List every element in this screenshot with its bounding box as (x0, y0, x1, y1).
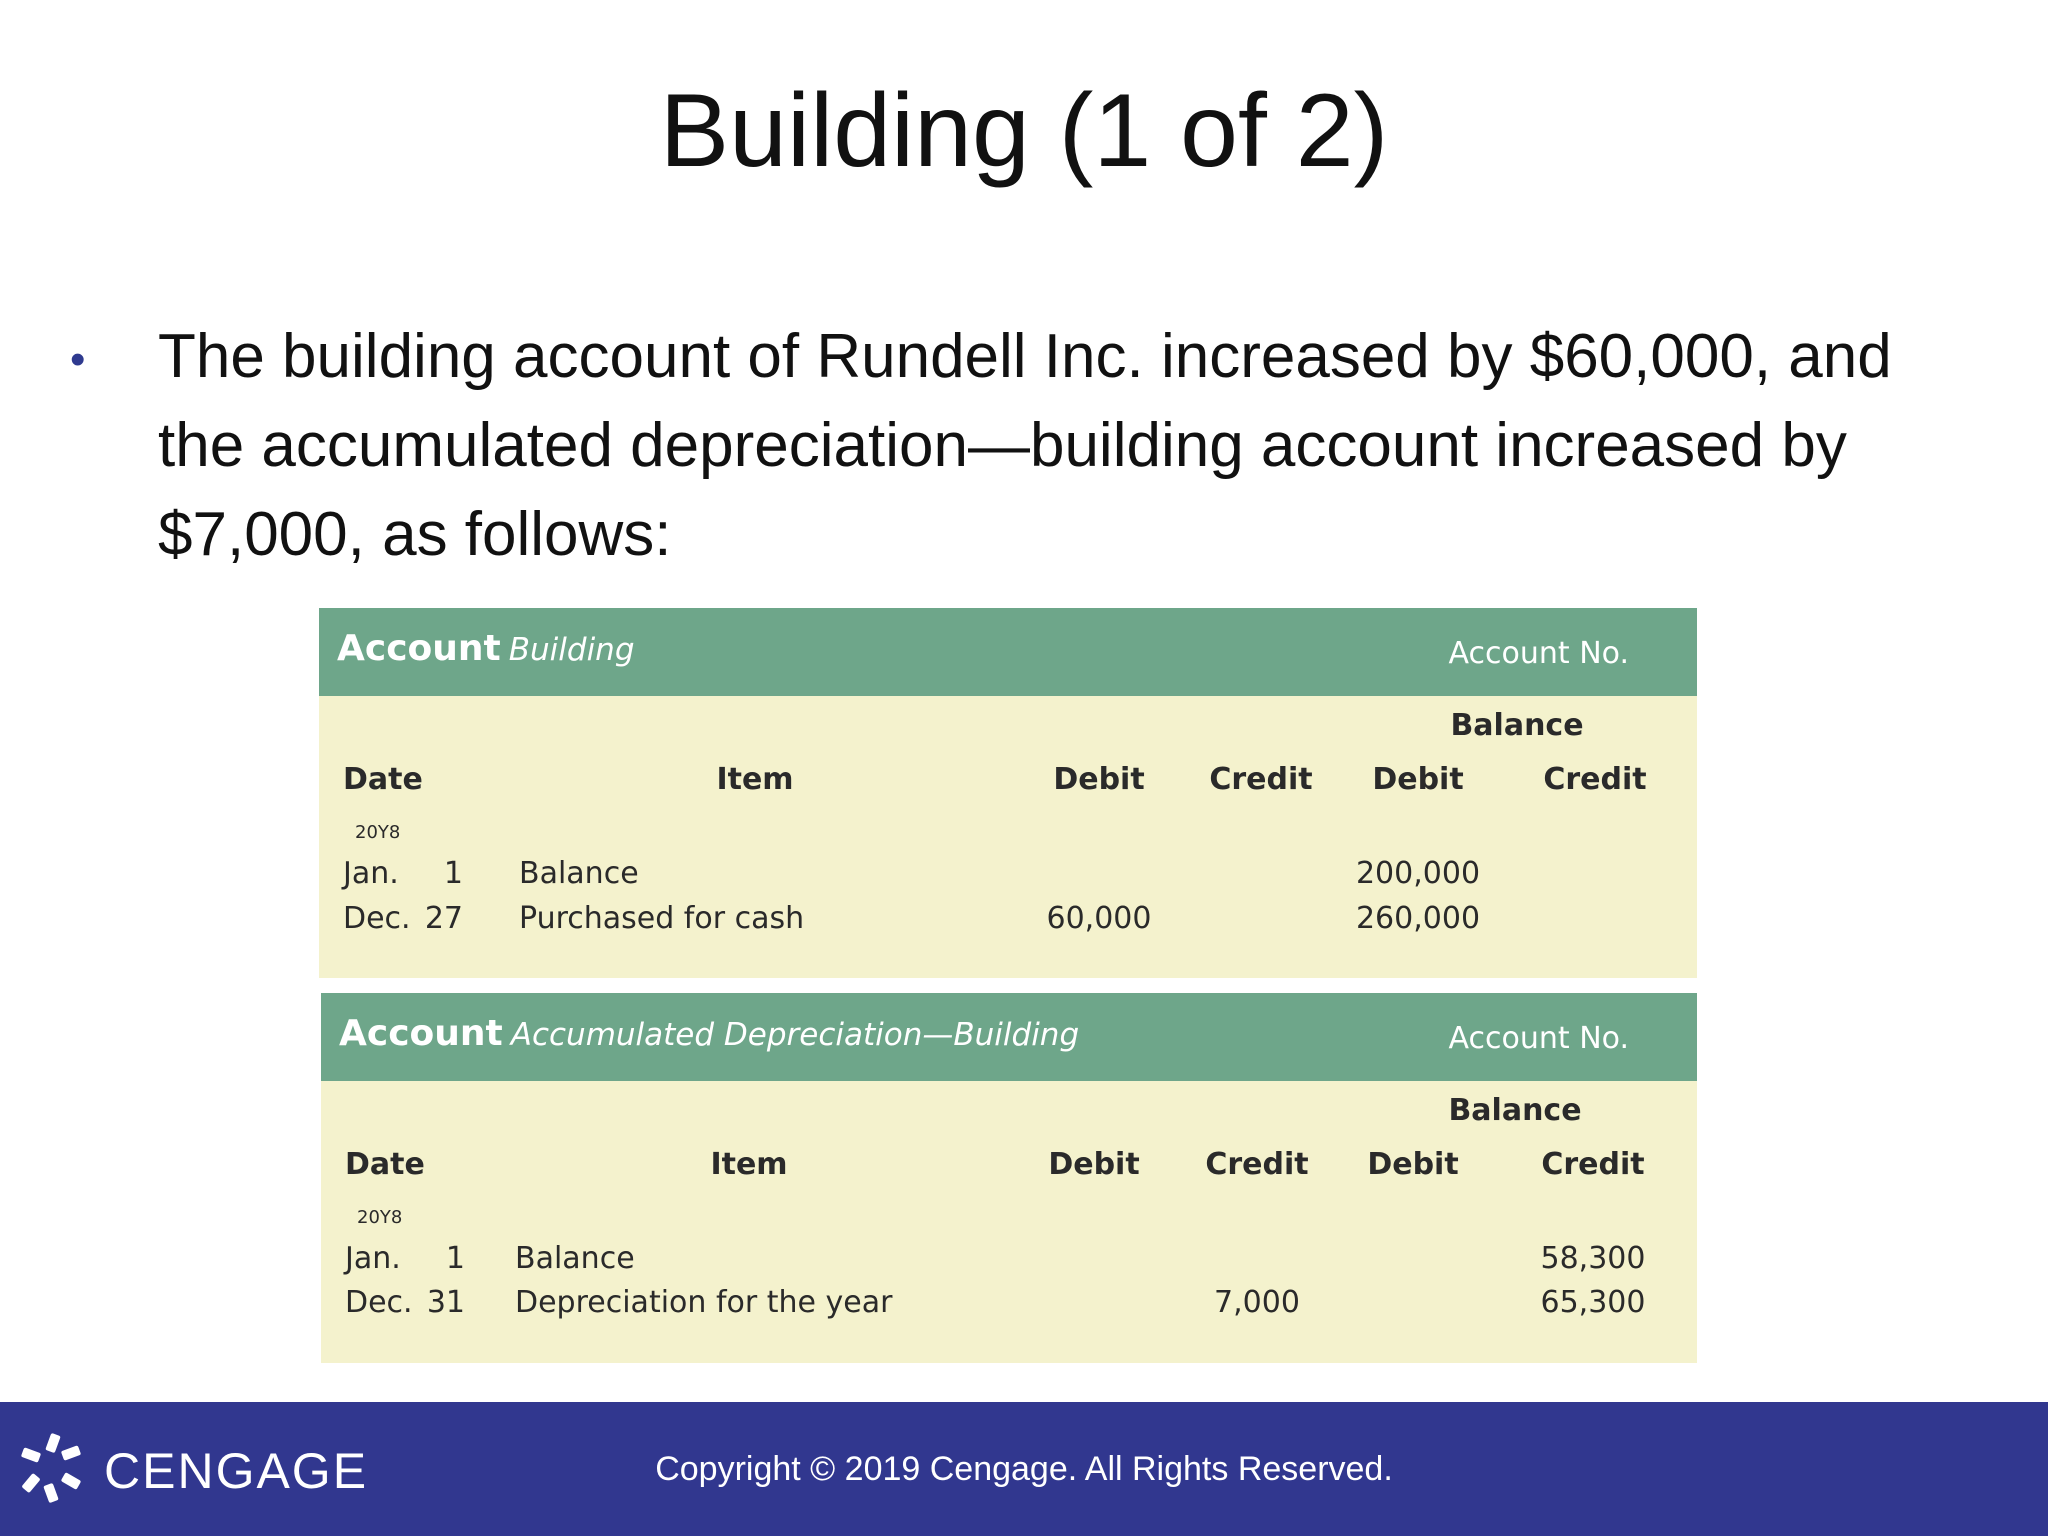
row-item: Depreciation for the year (515, 1285, 893, 1320)
copyright-text: Copyright © 2019 Cengage. All Rights Reserved. (655, 1450, 1393, 1488)
row-day: 31 (426, 1285, 465, 1320)
account-label: Account (339, 1013, 503, 1054)
col-credit: Credit (1209, 762, 1313, 797)
col-balance-debit: Debit (1372, 762, 1464, 797)
row-day: 27 (424, 901, 463, 936)
row-day: 1 (443, 856, 463, 891)
row-month: Dec. (343, 901, 411, 936)
footer-bar (0, 1402, 2048, 1536)
account-no-label: Account No. (1448, 1021, 1629, 1056)
bullet-icon: • (70, 335, 86, 384)
accumulated-depreciation-ledger (321, 993, 1697, 1363)
slide-title: Building (1 of 2) (659, 73, 1389, 189)
balance-label: Balance (1450, 708, 1584, 743)
account-no-label: Account No. (1448, 636, 1629, 671)
row-item: Purchased for cash (519, 901, 805, 936)
account-name: Building (508, 632, 635, 668)
account-label: Account (337, 628, 501, 669)
building-ledger (319, 608, 1697, 978)
col-item: Item (716, 762, 794, 797)
row-debit: 60,000 (1046, 901, 1152, 936)
year-label: 20Y8 (355, 822, 401, 843)
ledger-header (321, 993, 1697, 1081)
col-date: Date (345, 1147, 425, 1182)
row-item: Balance (515, 1241, 635, 1276)
col-item: Item (710, 1147, 788, 1182)
col-debit: Debit (1048, 1147, 1140, 1182)
year-label: 20Y8 (357, 1207, 403, 1228)
col-credit: Credit (1205, 1147, 1309, 1182)
row-month: Jan. (343, 856, 399, 891)
bullet-text: The building account of Rundell Inc. increased by $60,000, and the accumulated depreciation—building account increased by $7,000, as follows: (158, 322, 1892, 569)
row-credit: 7,000 (1214, 1285, 1300, 1320)
col-balance-credit: Credit (1541, 1147, 1645, 1182)
row-item: Balance (519, 856, 639, 891)
row-balance-credit: 65,300 (1540, 1285, 1646, 1320)
row-balance-debit: 200,000 (1355, 856, 1481, 891)
row-month: Dec. (345, 1285, 413, 1320)
row-balance-credit: 58,300 (1540, 1241, 1646, 1276)
col-date: Date (343, 762, 423, 797)
col-balance-credit: Credit (1543, 762, 1647, 797)
col-debit: Debit (1053, 762, 1145, 797)
ledger-header (319, 608, 1697, 696)
cengage-logo-text: CENGAGE (104, 1443, 369, 1499)
balance-label: Balance (1448, 1093, 1582, 1128)
account-name: Accumulated Depreciation—Building (510, 1017, 1080, 1053)
row-balance-debit: 260,000 (1355, 901, 1481, 936)
row-day: 1 (445, 1241, 465, 1276)
row-month: Jan. (345, 1241, 401, 1276)
col-balance-debit: Debit (1367, 1147, 1459, 1182)
